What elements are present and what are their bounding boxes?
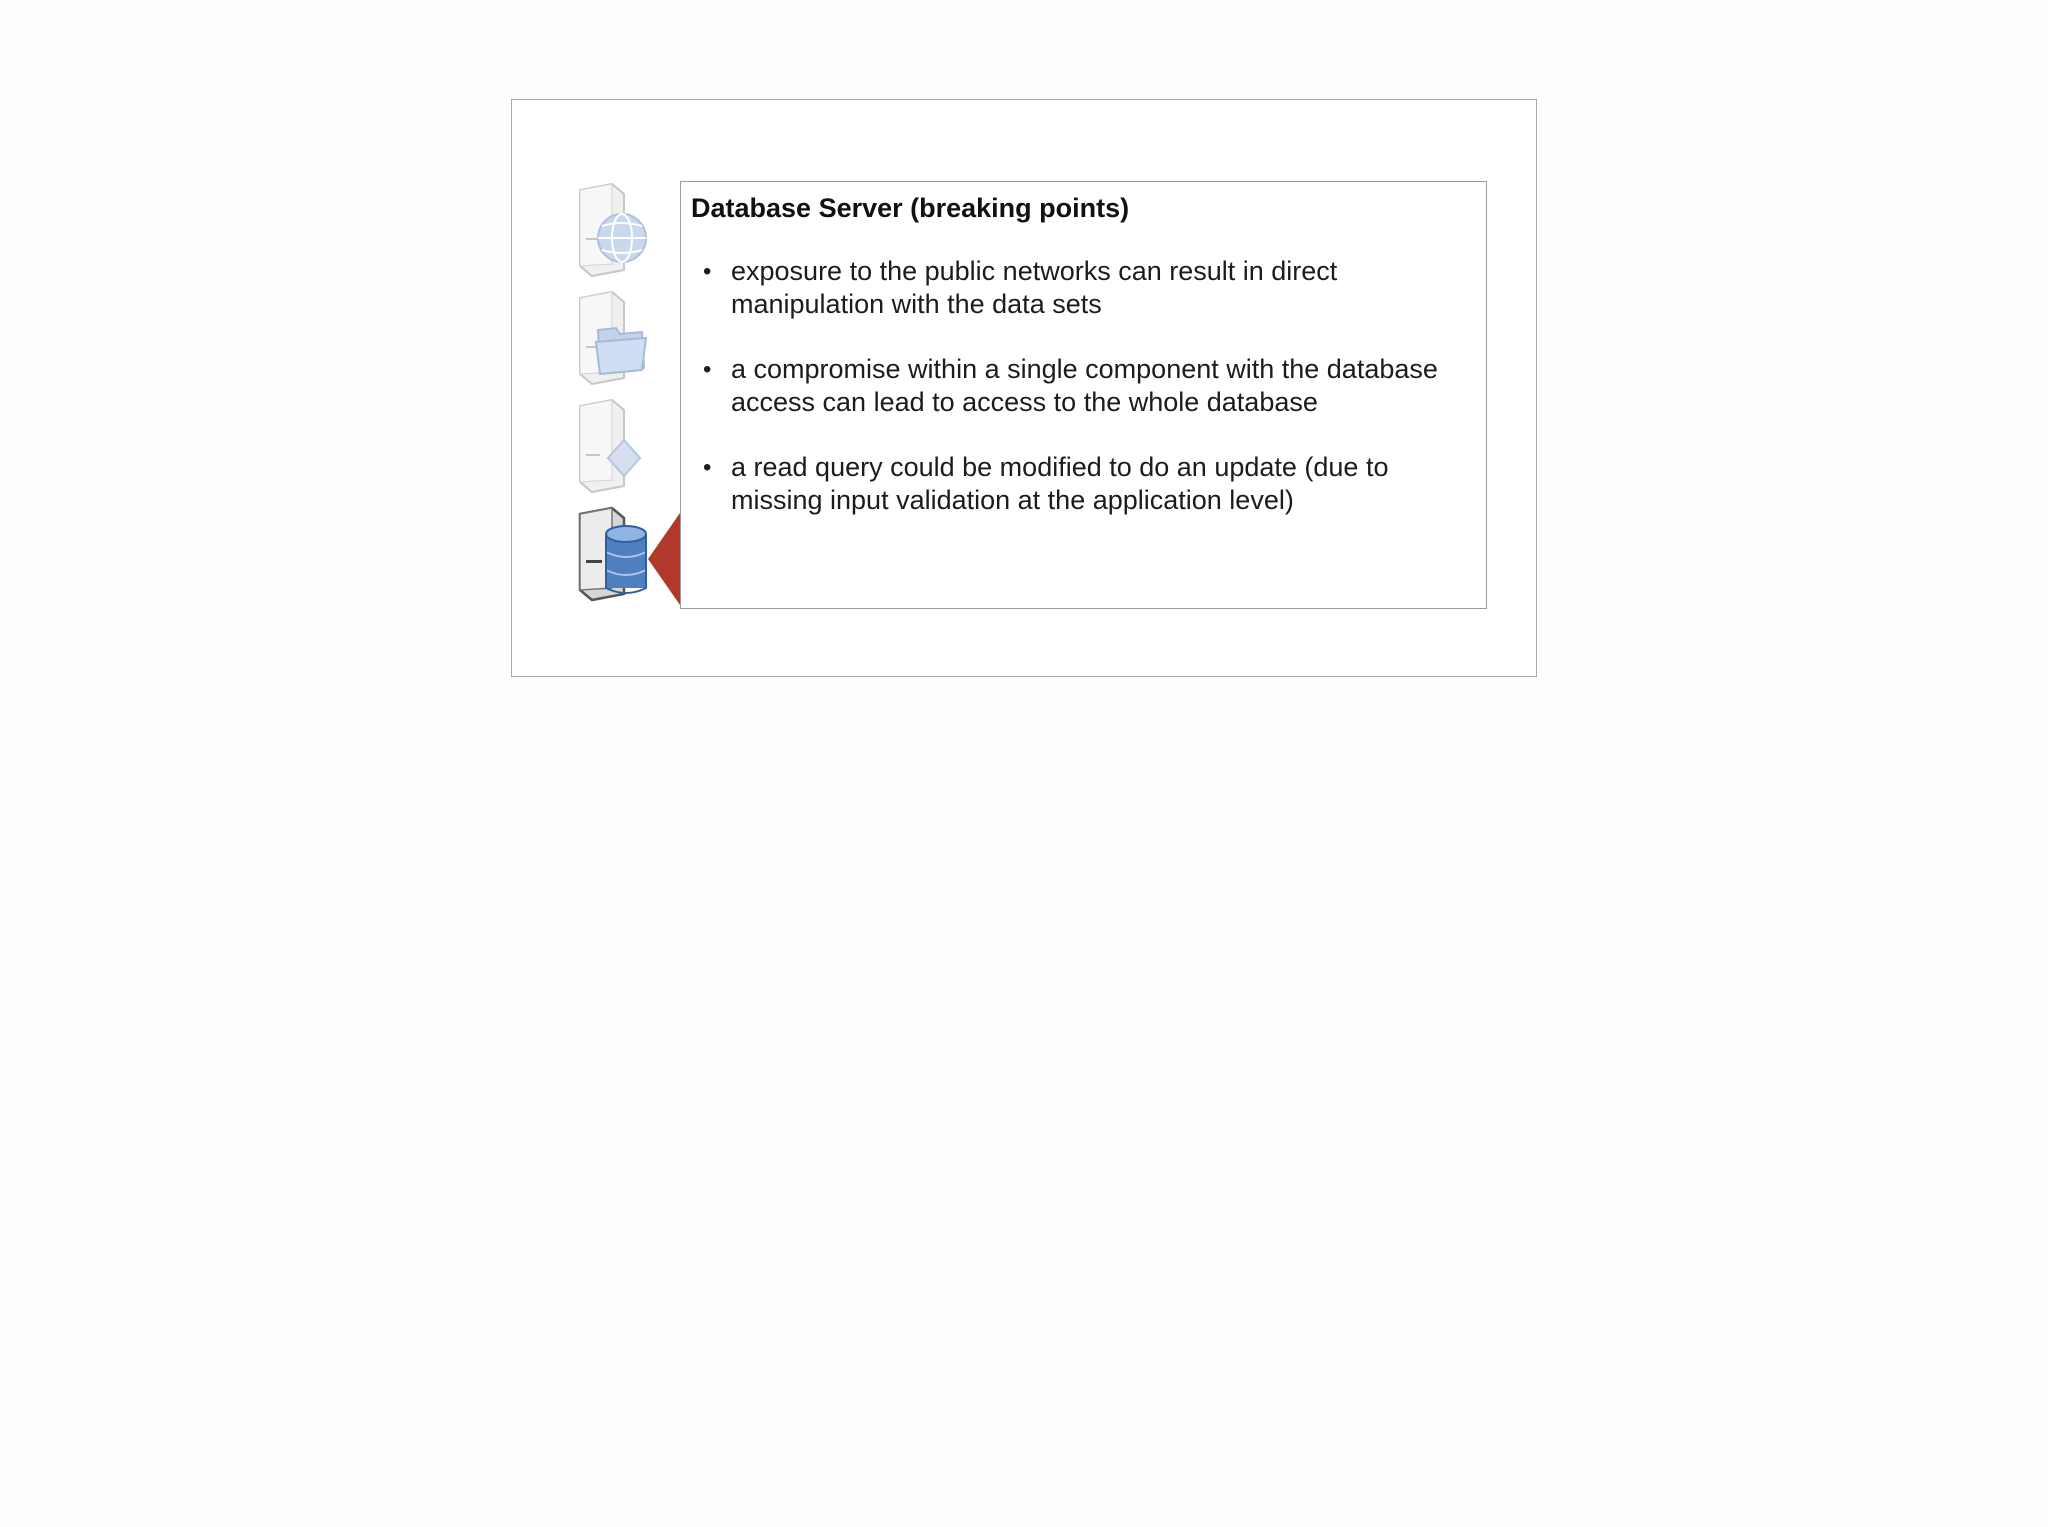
application-server-icon — [562, 396, 662, 496]
list-item — [691, 353, 1471, 419]
list-item — [691, 255, 1471, 321]
bullet-text: a read query could be modified to do an update (due to missing input validation at the application level) — [731, 452, 1389, 515]
file-server-icon — [562, 288, 662, 388]
bullet-marker: • — [703, 454, 712, 481]
callout-pointer — [648, 513, 680, 605]
database-server-icon — [562, 504, 662, 604]
slide — [511, 99, 1537, 677]
callout-box — [680, 181, 1487, 609]
bullet-text: a compromise within a single component with the database access can lead to access to the whole database — [731, 354, 1438, 417]
bullet-list — [691, 255, 1471, 549]
callout-title: Database Server (breaking points) — [691, 193, 1130, 223]
bullet-marker: • — [703, 258, 712, 285]
list-item — [691, 451, 1471, 517]
bullet-text: exposure to the public networks can result in direct manipulation with the data sets — [731, 256, 1338, 319]
web-server-icon — [562, 180, 662, 280]
bullet-marker: • — [703, 356, 712, 383]
